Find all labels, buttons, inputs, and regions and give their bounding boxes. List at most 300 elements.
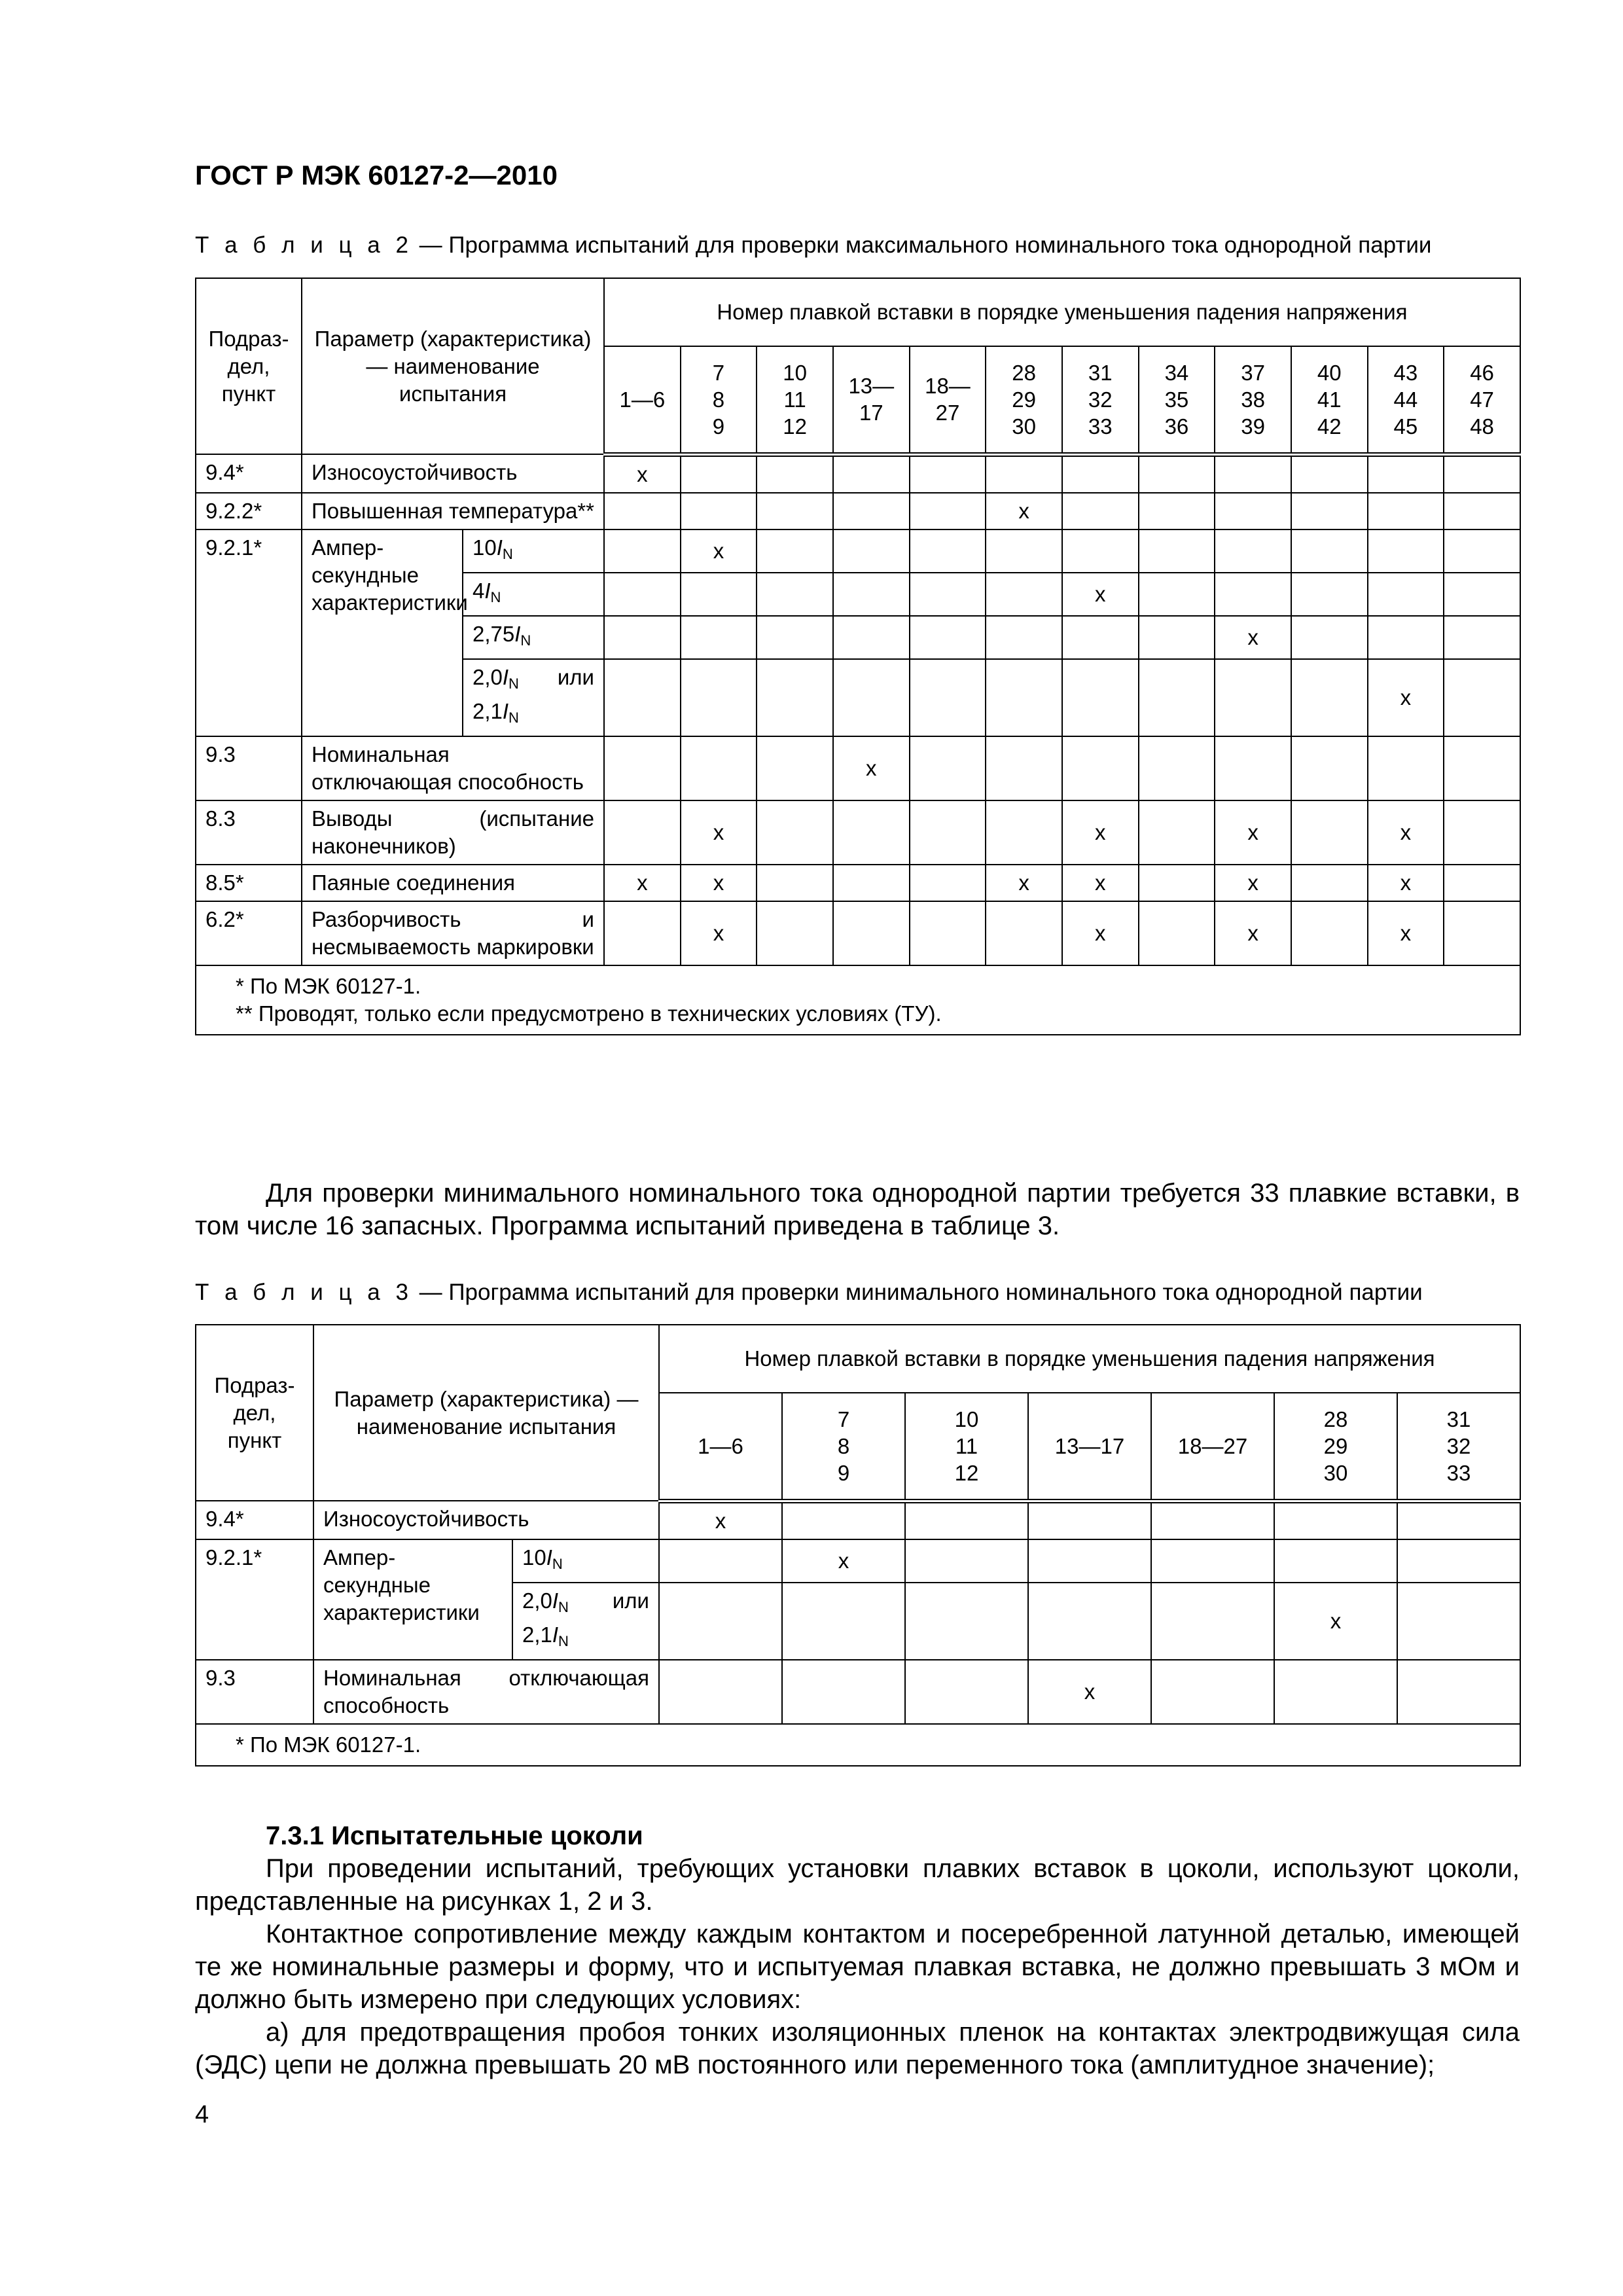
mark-cell <box>986 800 1062 865</box>
current-subscript: N <box>552 1555 563 1572</box>
mark-cell <box>681 529 757 573</box>
mark-cell <box>1291 493 1368 529</box>
mark-cell <box>1368 659 1444 736</box>
mark-cell <box>1397 1539 1520 1583</box>
mark-cell <box>681 865 757 901</box>
mark-cell <box>1368 454 1444 493</box>
mark-cell <box>1444 800 1520 865</box>
mark-cell <box>910 529 986 573</box>
column-header <box>1291 346 1368 454</box>
current-symbol: I <box>546 1545 552 1570</box>
test-mark: x <box>838 1548 849 1573</box>
mark-cell <box>833 573 910 616</box>
test-mark: x <box>1095 819 1106 844</box>
test-mark: x <box>713 819 724 844</box>
mark-cell <box>1215 529 1291 573</box>
column-header-line: 44 <box>1393 387 1418 412</box>
section-heading: 7.3.1 Испытательные цоколи <box>266 1821 643 1850</box>
mark-cell <box>1062 901 1139 965</box>
mark-cell <box>833 616 910 659</box>
mark-cell <box>1368 529 1444 573</box>
mark-cell <box>604 454 681 493</box>
column-header <box>986 346 1062 454</box>
mark-cell <box>1139 800 1215 865</box>
column-header-line: 36 <box>1164 414 1189 439</box>
mark-cell <box>1139 454 1215 493</box>
column-header-line: 31 <box>1446 1407 1471 1431</box>
test-mark: x <box>1095 920 1106 945</box>
test-mark: x <box>1018 498 1029 523</box>
table-row <box>196 454 1520 493</box>
subsection-cell: 9.4* <box>196 454 302 493</box>
column-header-line: 12 <box>954 1460 979 1485</box>
column-header-line: 11 <box>955 1433 978 1458</box>
mark-cell <box>1368 800 1444 865</box>
mark-cell <box>757 659 833 736</box>
mark-cell <box>1368 736 1444 800</box>
mark-cell <box>833 800 910 865</box>
parameter-cell: Номинальная отключающая способность <box>313 1660 659 1724</box>
parameter-cell: Паяные соединения <box>302 865 604 901</box>
column-header <box>1397 1393 1520 1501</box>
mark-cell <box>1062 800 1139 865</box>
mark-cell <box>1368 493 1444 529</box>
mark-cell <box>659 1583 782 1660</box>
mark-cell <box>986 901 1062 965</box>
test-mark: x <box>713 538 724 563</box>
paragraph-intro <box>195 1177 1520 1242</box>
current-multiple-cell <box>463 659 604 736</box>
test-mark: x <box>866 755 877 780</box>
mark-cell <box>1291 901 1368 965</box>
column-header-line: 47 <box>1470 387 1494 412</box>
mark-cell <box>1139 865 1215 901</box>
mark-cell <box>910 454 986 493</box>
mark-cell <box>1062 493 1139 529</box>
column-header-line: 27 <box>935 401 960 425</box>
mark-cell <box>757 736 833 800</box>
column-header-line: 37 <box>1241 360 1265 385</box>
mark-cell <box>910 659 986 736</box>
mark-cell <box>833 736 910 800</box>
section-paragraph: Контактное сопротивление между каждым контактом и посеребренной латунной деталью, имеющей те же номинальные размеры и форму, что и испытуемая плавкая вставка, не должно превышать 3 мОм и должно быть измерено при следующих условиях: <box>195 1920 1520 2014</box>
mark-cell <box>1397 1583 1520 1660</box>
column-header-line: 13— <box>848 374 895 399</box>
current-symbol: I <box>552 1588 559 1613</box>
mark-cell <box>604 659 681 736</box>
mark-cell <box>659 1660 782 1724</box>
mark-cell <box>1274 1583 1397 1660</box>
mark-cell <box>782 1501 905 1539</box>
parameter-cell: Износоустойчивость <box>302 454 604 493</box>
page-number: 4 <box>195 2101 209 2128</box>
mark-cell <box>1215 659 1291 736</box>
column-header-line: 32 <box>1088 387 1113 412</box>
column-header-line: 28 <box>1012 360 1036 385</box>
mark-cell <box>1274 1660 1397 1724</box>
mark-cell <box>833 659 910 736</box>
mark-cell <box>1444 736 1520 800</box>
section-paragraph: а) для предотвращения пробоя тонких изоляционных пленок на контактах электродвижущая сила (ЭДС) цепи не должна превышать 20 мВ постоянного или переменного тока (амплитудное значение); <box>195 2018 1520 2079</box>
test-mark: x <box>1095 581 1106 606</box>
mark-cell <box>757 454 833 493</box>
column-header-line: 18—27 <box>1177 1433 1248 1458</box>
mark-cell <box>1215 736 1291 800</box>
mark-cell <box>1062 659 1139 736</box>
mark-cell <box>833 901 910 965</box>
column-header-line: 31 <box>1088 360 1113 385</box>
header-subsection: Подраз-дел, пункт <box>196 278 302 454</box>
mark-cell <box>1062 573 1139 616</box>
column-header-line: 11 <box>783 387 806 412</box>
mark-cell <box>1444 573 1520 616</box>
test-mark: x <box>637 461 648 486</box>
column-header-line: 42 <box>1317 414 1342 439</box>
footnotes-cell <box>196 965 1520 1035</box>
parameter-cell: Ампер-секундные характеристики <box>313 1539 512 1660</box>
test-mark: x <box>1095 870 1106 895</box>
mark-cell <box>905 1501 1028 1539</box>
column-header <box>1028 1393 1151 1501</box>
current-symbol: I <box>552 1622 559 1647</box>
mark-cell <box>681 901 757 965</box>
column-header-line: 8 <box>712 387 725 412</box>
mark-cell <box>1291 529 1368 573</box>
mark-cell <box>986 529 1062 573</box>
parameter-cell: Износоустойчивость <box>313 1501 659 1539</box>
parameter-cell: Разборчивость и несмываемость маркировки <box>302 901 604 965</box>
column-header-line: 41 <box>1317 387 1342 412</box>
column-header <box>910 346 986 454</box>
column-header-line: 40 <box>1317 360 1342 385</box>
column-header <box>604 346 681 454</box>
column-header <box>1444 346 1520 454</box>
subsection-cell: 8.5* <box>196 865 302 901</box>
mark-cell <box>1368 901 1444 965</box>
mark-cell <box>782 1583 905 1660</box>
mark-cell <box>681 573 757 616</box>
mark-cell <box>604 529 681 573</box>
mark-cell <box>757 865 833 901</box>
mark-cell <box>757 573 833 616</box>
column-header-line: 12 <box>783 414 807 439</box>
table3-caption-text: — Программа испытаний для проверки минимального номинального тока однородной партии <box>412 1280 1423 1305</box>
mark-cell <box>1028 1583 1151 1660</box>
current-subscript: N <box>508 675 519 692</box>
subsection-cell: 9.4* <box>196 1501 313 1539</box>
column-header <box>1062 346 1139 454</box>
mark-cell <box>1444 616 1520 659</box>
mark-cell <box>1062 736 1139 800</box>
mark-cell <box>910 901 986 965</box>
mark-cell <box>757 529 833 573</box>
footnote: * По МЭК 60127-1. <box>236 1732 421 1757</box>
mark-cell <box>833 493 910 529</box>
mark-cell <box>1151 1583 1274 1660</box>
mark-cell <box>1139 616 1215 659</box>
subsection-cell: 9.2.2* <box>196 493 302 529</box>
section-7-3-1 <box>195 1820 1520 2081</box>
table-row <box>196 736 1520 800</box>
mark-cell <box>1291 800 1368 865</box>
test-mark: x <box>1400 685 1412 709</box>
mark-cell <box>1028 1501 1151 1539</box>
mark-cell <box>681 493 757 529</box>
mark-cell <box>986 736 1062 800</box>
table3-caption <box>195 1280 1423 1306</box>
column-header-line: 9 <box>712 414 725 439</box>
column-header-line: 7 <box>712 360 725 385</box>
mark-cell <box>1062 616 1139 659</box>
column-header <box>833 346 910 454</box>
mark-cell <box>910 865 986 901</box>
mark-cell <box>681 736 757 800</box>
test-mark: x <box>715 1508 726 1533</box>
column-header-line: 33 <box>1446 1460 1471 1485</box>
parameter-cell: Выводы (испытание наконечников) <box>302 800 604 865</box>
footnote-row <box>196 1724 1520 1766</box>
column-header-line: 45 <box>1393 414 1418 439</box>
column-header-line: 29 <box>1012 387 1036 412</box>
column-header-line: 48 <box>1470 414 1494 439</box>
mark-cell <box>659 1501 782 1539</box>
column-header-line: 10 <box>954 1407 979 1431</box>
mark-cell <box>905 1539 1028 1583</box>
mark-cell <box>1215 800 1291 865</box>
table-row <box>196 493 1520 529</box>
mark-cell <box>1062 865 1139 901</box>
column-header <box>659 1393 782 1501</box>
test-mark: x <box>713 920 724 945</box>
current-symbol: I <box>484 578 491 603</box>
mark-cell <box>757 493 833 529</box>
column-header-line: 9 <box>837 1460 850 1485</box>
current-symbol: I <box>502 664 509 689</box>
table3-caption-label: Т а б л и ц а 3 <box>195 1280 413 1305</box>
table-row <box>196 800 1520 865</box>
mark-cell <box>1368 865 1444 901</box>
label-text: 10 <box>522 1545 546 1570</box>
header-subsection: Подраз-дел, пункт <box>196 1325 313 1501</box>
column-header-line: 30 <box>1012 414 1036 439</box>
table-row <box>196 1501 1520 1539</box>
label-text: 10 <box>473 535 497 560</box>
parameter-cell: Повышенная температура** <box>302 493 604 529</box>
mark-cell <box>1139 659 1215 736</box>
parameter-cell: Ампер-секундные характеристики <box>302 529 463 736</box>
table3 <box>195 1324 1521 1767</box>
current-subscript: N <box>508 709 519 726</box>
mark-cell <box>1368 573 1444 616</box>
column-header <box>681 346 757 454</box>
mark-cell <box>1291 865 1368 901</box>
column-header-line: 17 <box>859 401 883 425</box>
mark-cell <box>1215 454 1291 493</box>
mark-cell <box>757 901 833 965</box>
mark-cell <box>1139 529 1215 573</box>
column-header-line: 7 <box>837 1407 850 1431</box>
mark-cell <box>681 454 757 493</box>
subsection-cell: 9.2.1* <box>196 1539 313 1660</box>
mark-cell <box>1444 901 1520 965</box>
mark-cell <box>604 616 681 659</box>
mark-cell <box>1062 529 1139 573</box>
current-subscript: N <box>558 1632 569 1649</box>
current-symbol: I <box>496 535 503 560</box>
mark-cell <box>1291 573 1368 616</box>
column-header-line: 10 <box>783 360 807 385</box>
mark-cell <box>1215 616 1291 659</box>
subsection-cell: 6.2* <box>196 901 302 965</box>
current-multiple-cell <box>463 529 604 573</box>
table-row <box>196 1660 1520 1724</box>
subsection-cell: 8.3 <box>196 800 302 865</box>
test-mark: x <box>1400 870 1412 895</box>
mark-cell <box>1444 529 1520 573</box>
current-multiple-cell <box>463 573 604 616</box>
current-multiple-cell <box>512 1539 659 1583</box>
mark-cell <box>782 1660 905 1724</box>
mark-cell <box>986 573 1062 616</box>
mark-cell <box>604 736 681 800</box>
mark-cell <box>1139 493 1215 529</box>
mark-cell <box>986 454 1062 493</box>
column-header-line: 8 <box>837 1433 850 1458</box>
footnote-row <box>196 965 1520 1035</box>
current-subscript: N <box>558 1598 569 1615</box>
mark-cell <box>1291 736 1368 800</box>
table-row <box>196 865 1520 901</box>
mark-cell <box>1028 1539 1151 1583</box>
current-subscript: N <box>502 545 513 562</box>
subsection-cell: 9.3 <box>196 736 302 800</box>
mark-cell <box>604 800 681 865</box>
mark-cell <box>659 1539 782 1583</box>
column-header <box>1274 1393 1397 1501</box>
mark-cell <box>1215 573 1291 616</box>
mark-cell <box>1215 901 1291 965</box>
mark-cell <box>604 865 681 901</box>
mark-cell <box>1444 454 1520 493</box>
test-mark: x <box>713 870 724 895</box>
mark-cell <box>1274 1539 1397 1583</box>
mark-cell <box>604 901 681 965</box>
column-header-line: 33 <box>1088 414 1113 439</box>
mark-cell <box>1274 1501 1397 1539</box>
header-fuse-number-group: Номер плавкой вставки в порядке уменьшения падения напряжения <box>604 278 1520 346</box>
column-header <box>1368 346 1444 454</box>
mark-cell <box>986 493 1062 529</box>
table2-caption-text: — Программа испытаний для проверки максимального номинального тока однородной партии <box>412 232 1432 258</box>
mark-cell <box>1062 454 1139 493</box>
mark-cell <box>681 659 757 736</box>
mark-cell <box>910 800 986 865</box>
column-header-line: 1—6 <box>698 1433 743 1458</box>
mark-cell <box>1291 659 1368 736</box>
label-text: 4 <box>473 578 485 603</box>
subsection-cell: 9.2.1* <box>196 529 302 736</box>
column-header <box>782 1393 905 1501</box>
table-row <box>196 529 1520 573</box>
column-header-line: 28 <box>1323 1407 1348 1431</box>
mark-cell <box>604 493 681 529</box>
header-parameter: Параметр (характеристика) — наименование испытания <box>313 1325 659 1501</box>
label-text: 2,75 <box>473 621 515 646</box>
mark-cell <box>905 1660 1028 1724</box>
mark-cell <box>910 573 986 616</box>
header-parameter: Параметр (характеристика) — наименование испытания <box>302 278 604 454</box>
test-mark: x <box>1400 819 1412 844</box>
column-header-line: 34 <box>1164 360 1189 385</box>
mark-cell <box>782 1539 905 1583</box>
column-header <box>1139 346 1215 454</box>
column-header-line: 1—6 <box>619 387 666 412</box>
column-header-line: 39 <box>1241 414 1265 439</box>
test-mark: x <box>1018 870 1029 895</box>
header-fuse-number-group: Номер плавкой вставки в порядке уменьшения падения напряжения <box>659 1325 1520 1393</box>
label-text: или 2,1 <box>473 664 594 723</box>
column-header-line: 32 <box>1446 1433 1471 1458</box>
test-mark: x <box>1330 1608 1342 1633</box>
column-header <box>1151 1393 1274 1501</box>
mark-cell <box>1291 454 1368 493</box>
mark-cell <box>1397 1501 1520 1539</box>
mark-cell <box>681 800 757 865</box>
label-text: 2,0 <box>522 1588 552 1613</box>
column-header-line: 46 <box>1470 360 1494 385</box>
table2-caption-label: Т а б л и ц а 2 <box>195 232 413 258</box>
label-text: 2,0 <box>473 664 503 689</box>
column-header-line: 43 <box>1393 360 1418 385</box>
test-mark: x <box>1247 920 1258 945</box>
mark-cell <box>604 573 681 616</box>
column-header-line: 18— <box>925 374 971 399</box>
document-title: ГОСТ Р МЭК 60127-2—2010 <box>195 160 558 190</box>
table2 <box>195 278 1521 1035</box>
mark-cell <box>757 616 833 659</box>
mark-cell <box>1397 1660 1520 1724</box>
mark-cell <box>1444 659 1520 736</box>
column-header-line: 35 <box>1164 387 1189 412</box>
mark-cell <box>757 800 833 865</box>
test-mark: x <box>637 870 648 895</box>
mark-cell <box>1444 493 1520 529</box>
subsection-cell: 9.3 <box>196 1660 313 1724</box>
mark-cell <box>1151 1501 1274 1539</box>
parameter-cell: Номинальная отключающая способность <box>302 736 604 800</box>
column-header <box>905 1393 1028 1501</box>
column-header-line: 30 <box>1323 1460 1348 1485</box>
mark-cell <box>833 865 910 901</box>
mark-cell <box>986 616 1062 659</box>
test-mark: x <box>1247 870 1258 895</box>
mark-cell <box>905 1583 1028 1660</box>
mark-cell <box>1215 493 1291 529</box>
column-header-line: 13—17 <box>1054 1433 1125 1458</box>
mark-cell <box>1368 616 1444 659</box>
column-header-line: 29 <box>1323 1433 1348 1458</box>
mark-cell <box>1139 901 1215 965</box>
current-multiple-cell <box>512 1583 659 1660</box>
mark-cell <box>910 736 986 800</box>
test-mark: x <box>1400 920 1412 945</box>
column-header <box>1215 346 1291 454</box>
test-mark: x <box>1084 1679 1096 1704</box>
mark-cell <box>986 865 1062 901</box>
table2-caption <box>195 232 1431 259</box>
current-multiple-cell <box>463 616 604 659</box>
column-header-line: 38 <box>1241 387 1265 412</box>
